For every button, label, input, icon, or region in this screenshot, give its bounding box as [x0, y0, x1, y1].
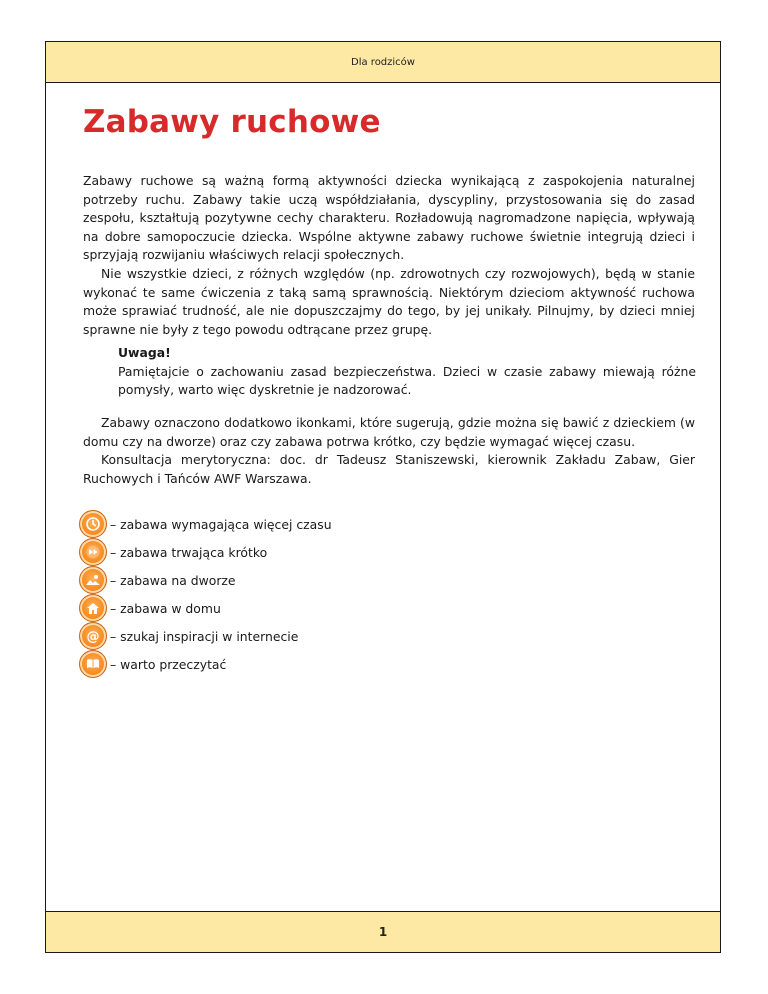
page	[45, 41, 721, 953]
page-title: Zabawy ruchowe	[83, 104, 381, 140]
legend-item	[79, 650, 332, 678]
house-icon	[79, 594, 107, 622]
legend-item	[79, 566, 332, 594]
legend-label: – zabawa wymagająca więcej czasu	[110, 516, 332, 532]
info-paragraph-1: Zabawy oznaczono dodatkowo ikonkami, które sugerują, gdzie można się bawić z dzieckiem (w domu czy na dworze) oraz czy zabawa potrwa krótko, czy będzie wymagać więcej czasu.	[83, 415, 695, 449]
note-text: Pamiętajcie o zachowaniu zasad bezpieczeństwa. Dzieci w czasie zabawy miewają różne pomysły, warto więc dyskretnie je nadzorować.	[118, 363, 696, 398]
header-label: Dla rodziców	[351, 56, 415, 68]
legend-label: – warto przeczytać	[110, 656, 227, 672]
clock-icon	[79, 510, 107, 538]
footer-band	[46, 911, 720, 952]
book-icon	[79, 650, 107, 678]
legend-label: – zabawa na dworze	[110, 572, 236, 588]
legend-label: – zabawa trwająca krótko	[110, 544, 268, 560]
at-sign-icon	[79, 622, 107, 650]
legend-label: – szukaj inspiracji w internecie	[110, 628, 299, 644]
icon-legend	[79, 510, 332, 678]
header-band	[46, 42, 720, 83]
landscape-icon	[79, 566, 107, 594]
legend-item	[79, 510, 332, 538]
intro-section	[83, 172, 695, 339]
info-paragraph-2: Konsultacja merytoryczna: doc. dr Tadeusz Staniszewski, kierownik Zakładu Zabaw, Gier Ruchowych i Tańców AWF Warszawa.	[83, 452, 695, 486]
legend-item	[79, 594, 332, 622]
legend-item	[79, 622, 332, 650]
legend-label: – zabawa w domu	[110, 600, 221, 616]
legend-item	[79, 538, 332, 566]
page-number: 1	[378, 925, 388, 939]
info-section	[83, 414, 695, 488]
intro-paragraph-2: Nie wszystkie dzieci, z różnych względów (np. zdrowotnych czy rozwojowych), będą w stanie wykonać te same ćwiczenia z taką samą sprawnością. Niektórym dzieciom aktywność ruchowa może sprawiać trudność, ale nie dopuszczajmy do tego, by jej unikały. Pilnujmy, by dzieci mniej sprawne nie były z tego powodu odtrącane przez grupę.	[83, 265, 695, 337]
note-box	[118, 344, 696, 400]
fast-forward-icon	[79, 538, 107, 566]
note-title: Uwaga!	[118, 345, 171, 360]
intro-paragraph-1: Zabawy ruchowe są ważną formą aktywności dziecka wynikającą z zaspokojenia naturalnej potrzeby ruchu. Zabawy takie uczą współdziałania, dyscypliny, przystosowania się do zasad zespołu, kształtują pozytywne cechy charakteru. Rozładowują nagromadzone napięcia, wpływają na dobre samopoczucie dziecka. Wspólne aktywne zabawy ruchowe świetnie integrują dzieci i sprzyjają rozwijaniu właściwych relacji społecznych.	[83, 173, 695, 263]
svg-text:@: @	[86, 629, 100, 644]
